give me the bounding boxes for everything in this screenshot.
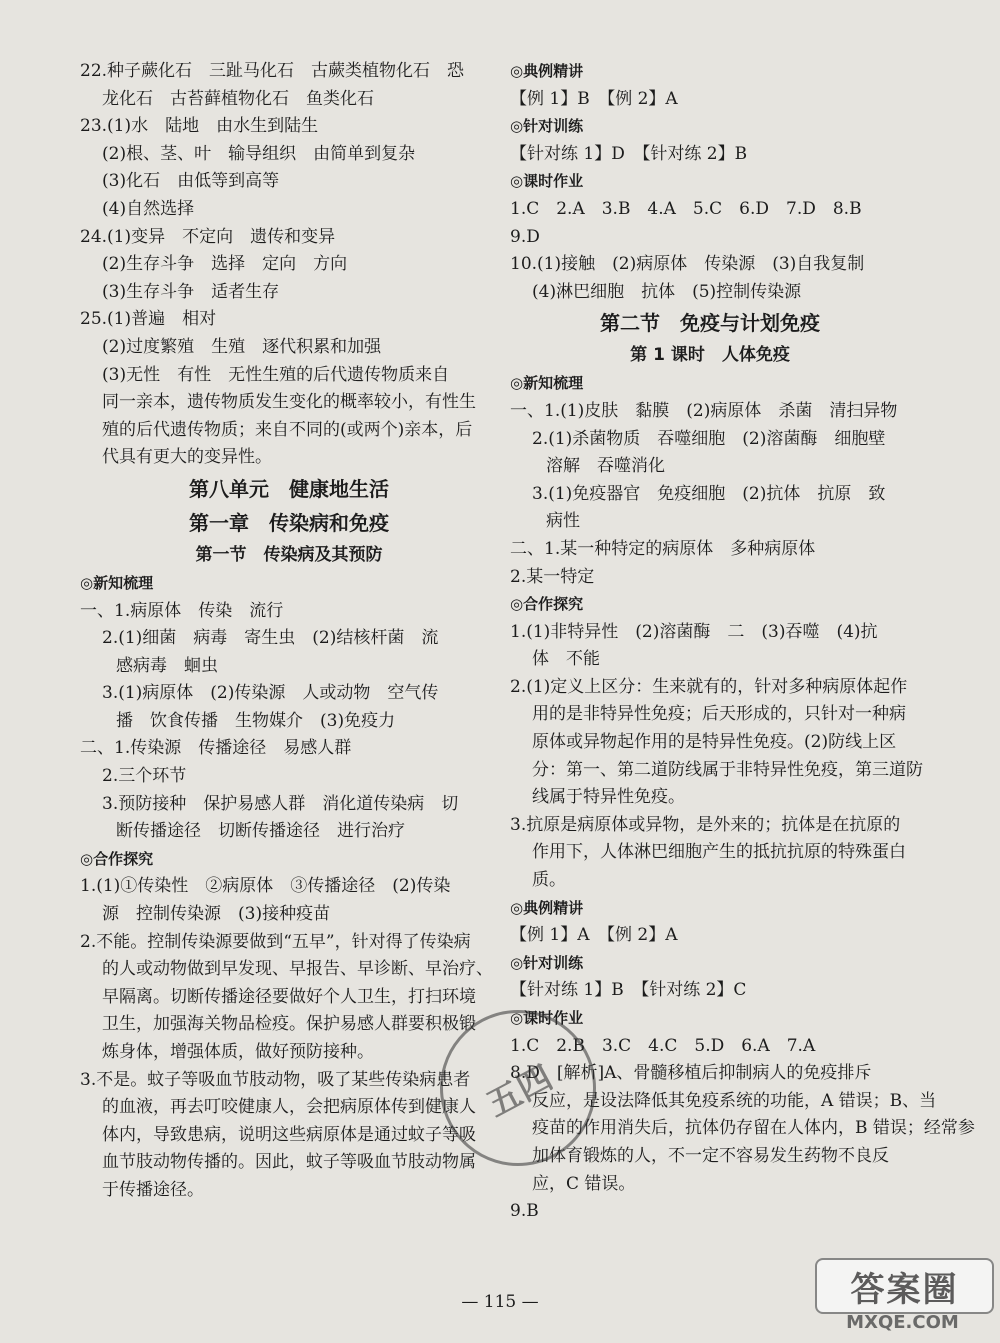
answer-line: 1.C 2.B 3.C 4.C 5.D 6.A 7.A <box>510 1035 816 1056</box>
answer-line: 反应，是设法降低其免疫系统的功能，A 错误；B、当 <box>532 1090 937 1111</box>
answer-line: 源 控制传染源 (3)接种疫苗 <box>102 904 331 925</box>
answer-line: 2.(1)杀菌物质 吞噬细胞 (2)溶菌酶 细胞壁 <box>532 428 886 449</box>
answer-line: 线属于特异性免疫。 <box>532 787 685 808</box>
handwritten-stamp: 五四 <box>413 983 624 1194</box>
answer-line: 1.C 2.A 3.B 4.A 5.C 6.D 7.D 8.B <box>510 198 862 219</box>
subsection-label: ◎合作探究 <box>510 595 584 614</box>
answer-line: 9.D <box>510 226 540 247</box>
answer-line: 3.不是。蚊子等吸血节肢动物，吸了某些传染病患者 <box>80 1069 471 1090</box>
subsection-label: ◎新知梳理 <box>510 374 584 393</box>
answer-line: 2.三个环节 <box>102 766 187 787</box>
section-heading: 第一节 传染病及其预防 <box>195 544 383 565</box>
answer-line: 血节肢动物传播的。因此，蚊子等吸血节肢动物属 <box>102 1152 476 1173</box>
subsection-label: ◎课时作业 <box>510 172 584 191</box>
answer-line: 加体育锻炼的人，不一定不容易发生药物不良反 <box>532 1145 889 1166</box>
answer-line: 作用下，人体淋巴细胞产生的抵抗抗原的特殊蛋白 <box>532 842 906 863</box>
answer-line: 疫苗的作用消失后，抗体仍存留在人体内，B 错误；经常参 <box>532 1118 975 1139</box>
left-column <box>80 58 498 1205</box>
answer-line: 25.(1)普遍 相对 <box>80 309 217 330</box>
answer-line: 3.(1)免疫器官 免疫细胞 (2)抗体 抗原 致 <box>532 483 886 504</box>
answer-line: 卫生，加强海关物品检疫。保护易感人群要积极锻 <box>102 1014 476 1035</box>
answer-line: 【针对练 1】D 【针对练 2】B <box>510 143 748 164</box>
watermark-url: MXQE.COM <box>846 1312 959 1333</box>
answer-line: 22.种子蕨化石 三趾马化石 古蕨类植物化石 恐 <box>80 61 465 81</box>
answer-line: 分：第一、第二道防线属于非特异性免疫，第三道防 <box>532 759 923 780</box>
subsection-label: ◎课时作业 <box>510 1009 584 1027</box>
answer-line: 10.(1)接触 (2)病原体 传染源 (3)自我复制 <box>510 254 865 275</box>
answer-line: 于传播途径。 <box>102 1179 204 1200</box>
subsection-label: ◎典例精讲 <box>510 898 584 917</box>
answer-line: (2)过度繁殖 生殖 逐代积累和加强 <box>102 336 382 357</box>
answer-line: 2.(1)细菌 病毒 寄生虫 (2)结核杆菌 流 <box>102 628 439 649</box>
answer-line: 应，C 错误。 <box>532 1173 636 1194</box>
answer-line: 感病毒 蛔虫 <box>116 655 218 676</box>
section-heading: 第二节 免疫与计划免疫 <box>600 311 820 336</box>
answer-line: 体 不能 <box>532 649 600 670</box>
answer-line: (4)自然选择 <box>102 198 195 219</box>
subsection-label: ◎新知梳理 <box>80 573 154 592</box>
answer-line: 24.(1)变异 不定向 遗传和变异 <box>80 226 336 247</box>
watermark-brand: 答案圈 <box>815 1258 994 1314</box>
answer-line: 3.预防接种 保护易感人群 消化道传染病 切 <box>102 793 459 814</box>
answer-line: 质。 <box>532 870 566 891</box>
answer-line: 断传播途径 切断传播途径 进行治疗 <box>116 821 405 842</box>
answer-line: 代具有更大的变异性。 <box>102 447 272 468</box>
answer-line: (2)生存斗争 选择 定向 方向 <box>102 254 348 275</box>
answer-line: 溶解 吞噬消化 <box>546 456 665 477</box>
answer-line: 龙化石 古苔藓植物化石 鱼类化石 <box>102 88 374 109</box>
answer-line: 3.抗原是病原体或异物，是外来的；抗体是在抗原的 <box>510 814 901 835</box>
section-heading: 第八单元 健康地生活 <box>189 476 389 501</box>
answer-line: 9.B <box>510 1201 539 1222</box>
answer-line: (3)生存斗争 适者生存 <box>102 281 280 302</box>
answer-line: (3)化石 由低等到高等 <box>102 171 280 192</box>
answer-line: 体内，导致患病，说明这些病原体是通过蚊子等吸 <box>102 1124 476 1145</box>
answer-line: 【例 1】B 【例 2】A <box>510 88 678 109</box>
answer-line: 1.(1)非特异性 (2)溶菌酶 二 (3)吞噬 (4)抗 <box>510 621 878 642</box>
section-heading: 第 1 课时 人体免疫 <box>630 345 790 366</box>
answer-line: 的人或动物做到早发现、早报告、早诊断、早治疗、 <box>102 959 493 980</box>
answer-line: 1.(1)①传染性 ②病原体 ③传播途径 (2)传染 <box>80 876 451 897</box>
answer-line: 8.D [解析]A、骨髓移植后抑制病人的免疫排斥 <box>510 1063 872 1084</box>
answer-line: 播 饮食传播 生物媒介 (3)免疫力 <box>116 710 396 731</box>
answer-line: 2.某一特定 <box>510 566 595 587</box>
answer-line: 殖的后代遗传物质；来自不同的(或两个)亲本，后 <box>102 419 473 440</box>
answer-line: (3)无性 有性 无性生殖的后代遗传物质来自 <box>102 364 450 385</box>
answer-line: 【针对练 1】B 【针对练 2】C <box>510 980 747 1001</box>
answer-line: 2.不能。控制传染源要做到“五早”，针对得了传染病 <box>80 931 471 952</box>
section-heading: 第一章 传染病和免疫 <box>189 510 389 535</box>
subsection-label: ◎典例精讲 <box>510 62 584 80</box>
answer-line: 二、1.传染源 传播途径 易感人群 <box>80 738 352 759</box>
answer-line: 2.(1)定义上区分：生来就有的，针对多种病原体起作 <box>510 676 908 697</box>
answer-line: 3.(1)病原体 (2)传染源 人或动物 空气传 <box>102 683 439 704</box>
answer-line: 一、1.病原体 传染 流行 <box>80 600 284 621</box>
answer-line: 病性 <box>546 511 580 532</box>
answer-line: 二、1.某一种特定的病原体 多种病原体 <box>510 538 816 559</box>
answer-line: 的血液，再去叮咬健康人，会把病原体传到健康人 <box>102 1097 476 1118</box>
subsection-label: ◎针对训练 <box>510 117 584 136</box>
subsection-label: ◎针对训练 <box>510 953 584 972</box>
answer-line: 23.(1)水 陆地 由水生到陆生 <box>80 116 319 137</box>
answer-line: 同一亲本，遗传物质发生变化的概率较小，有性生 <box>102 392 476 413</box>
answer-line: 一、1.(1)皮肤 黏膜 (2)病原体 杀菌 清扫异物 <box>510 400 898 421</box>
answer-line: 炼身体，增强体质，做好预防接种。 <box>102 1042 374 1062</box>
page-number: — 115 — <box>461 1292 539 1312</box>
watermark-logo <box>815 1258 990 1338</box>
answer-line: 早隔离。切断传播途径要做好个人卫生，打扫环境 <box>102 986 476 1007</box>
subsection-label: ◎合作探究 <box>80 849 154 868</box>
answer-line: (4)淋巴细胞 抗体 (5)控制传染源 <box>532 281 802 302</box>
answer-line: 【例 1】A 【例 2】A <box>510 925 678 946</box>
answer-line: (2)根、茎、叶 输导组织 由简单到复杂 <box>102 143 416 164</box>
answer-line: 用的是非特异性免疫；后天形成的，只针对一种病 <box>532 704 906 725</box>
answer-line: 原体或异物起作用的是特异性免疫。(2)防线上区 <box>532 732 897 753</box>
